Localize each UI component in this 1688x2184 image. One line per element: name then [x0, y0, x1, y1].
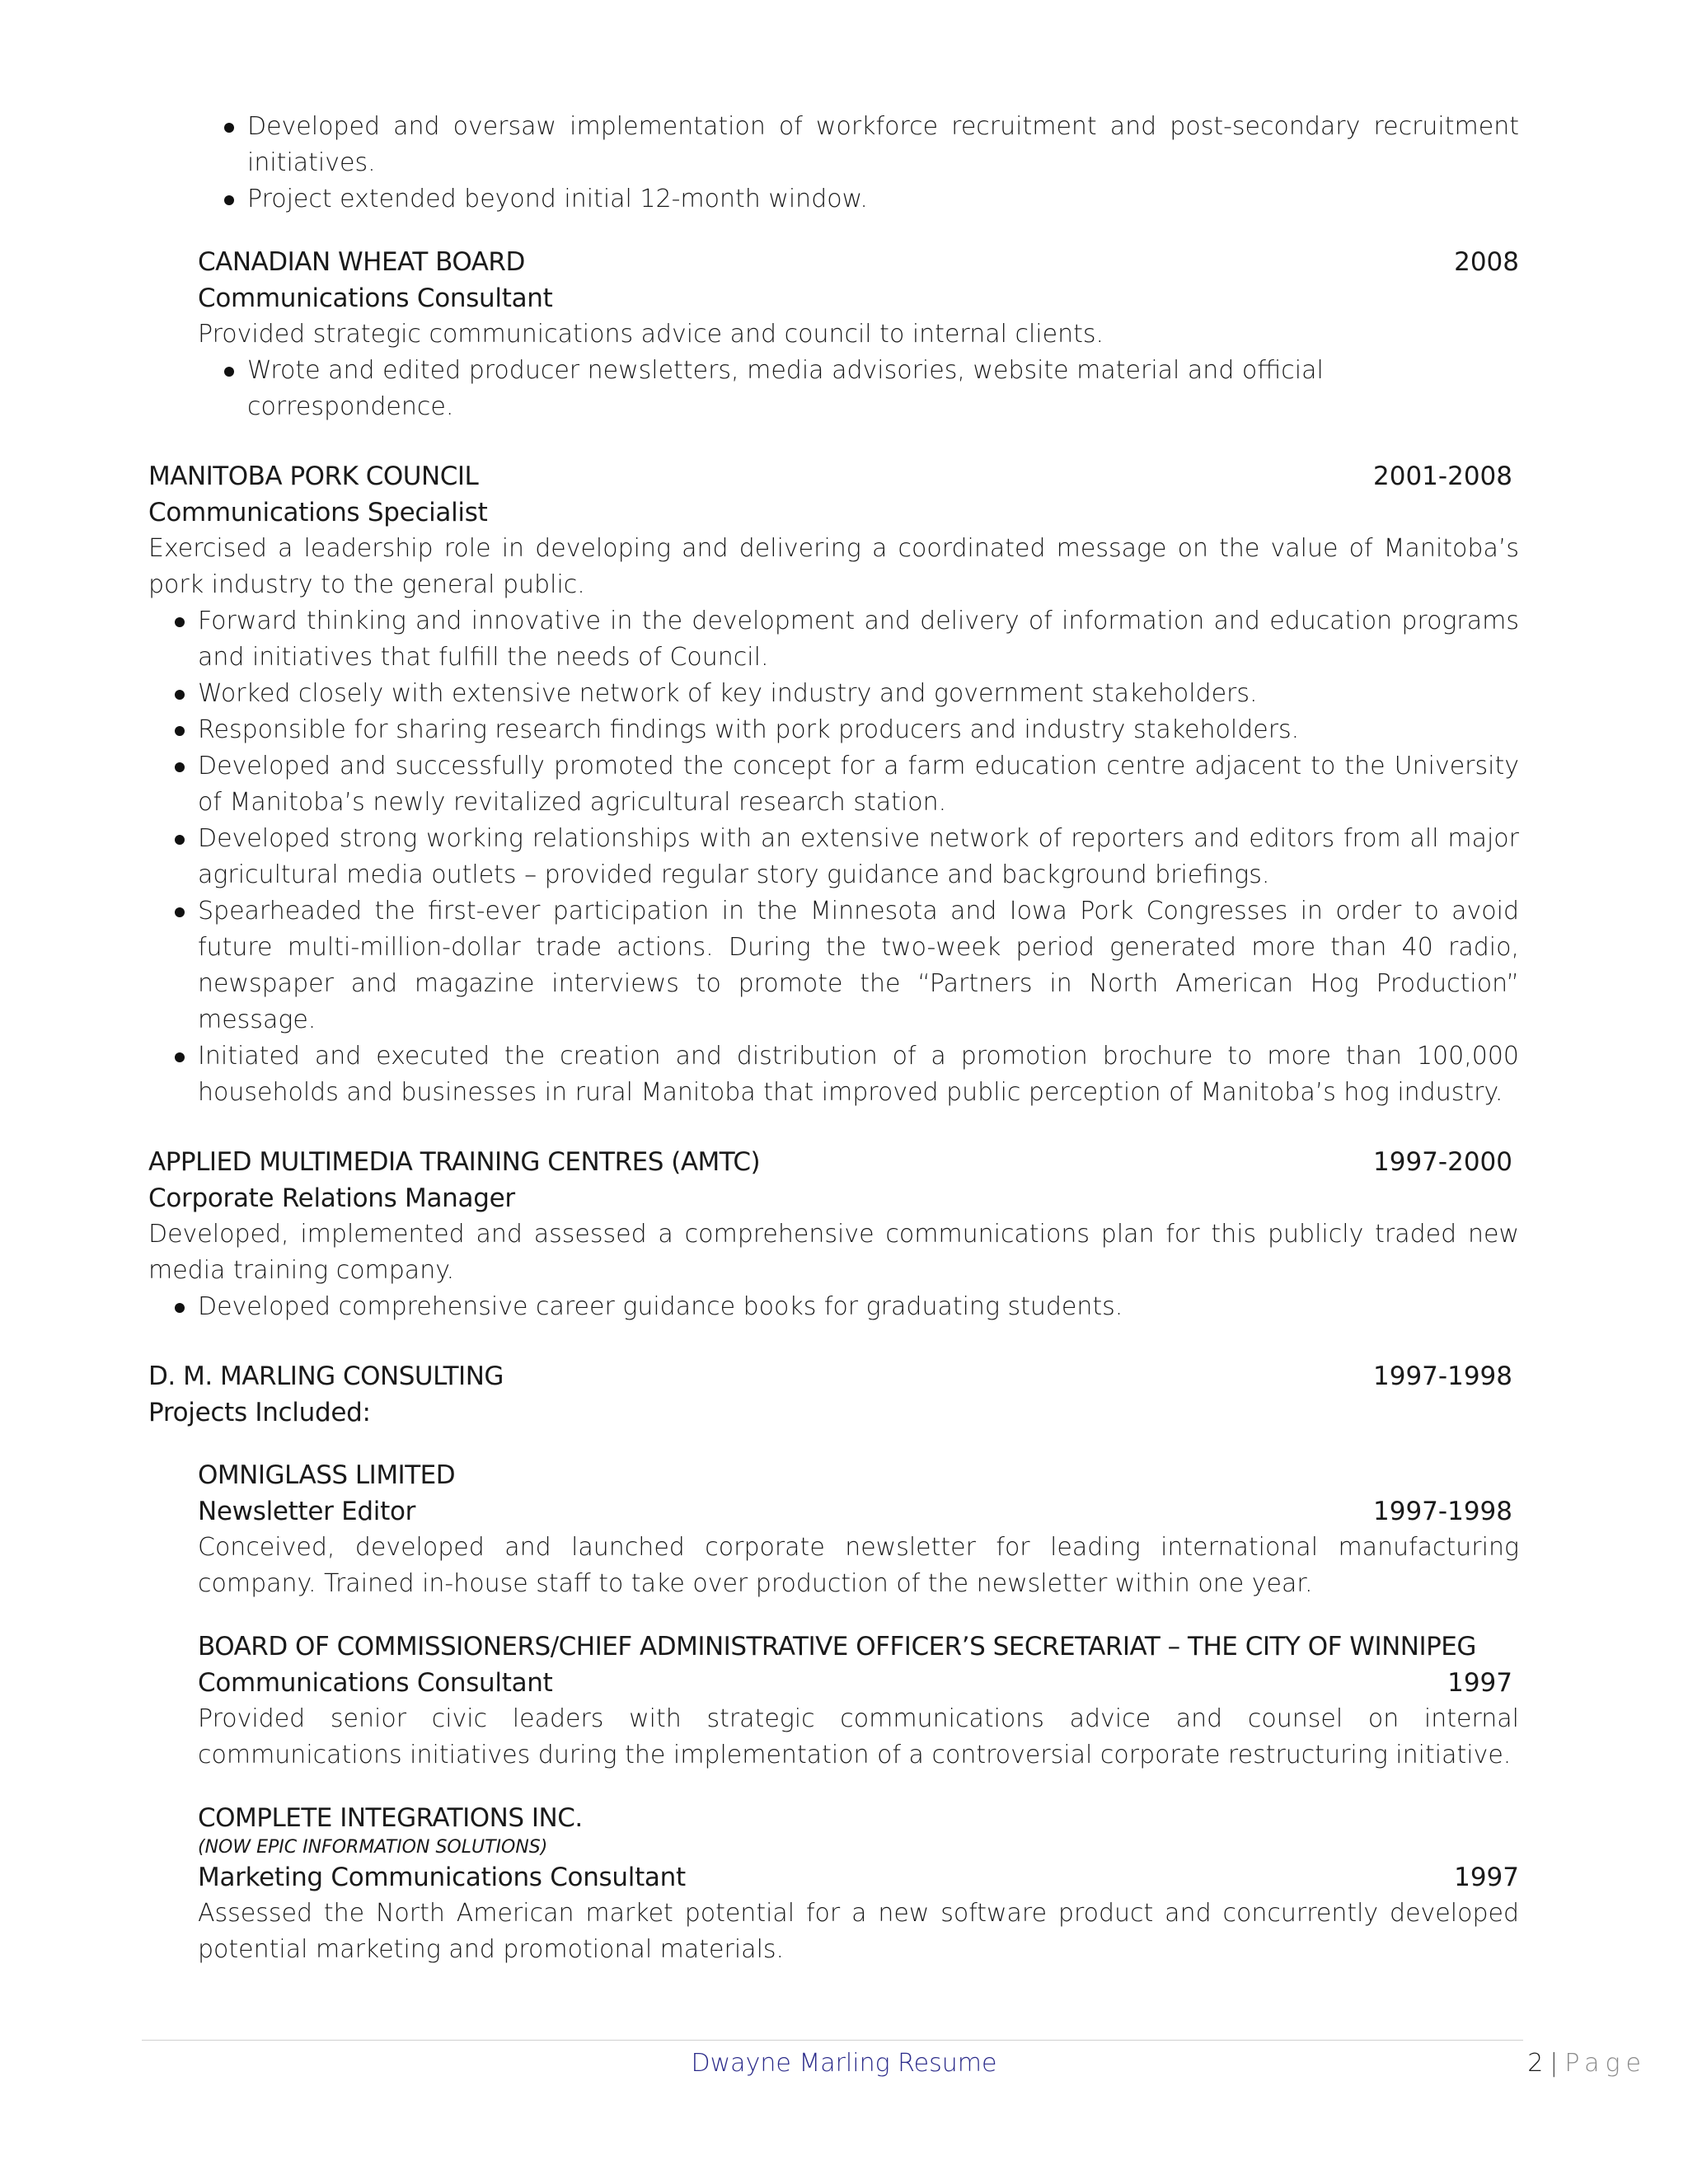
- project-description: Conceived, developed and launched corporate newsletter for leading international manufacturing company. Trained in-house staff to take over production of the newsletter within one year.: [198, 1533, 1519, 1598]
- project-description: Provided senior civic leaders with strategic communications advice and counsel on internal communications initiatives during the implementation of a controversial corporate restructuring initiative.: [198, 1704, 1519, 1769]
- job-manitoba-pork-council: [148, 458, 1519, 1111]
- project-organization: BOARD OF COMMISSIONERS/CHIEF ADMINISTRATIVE OFFICER’S SECRETARIAT – THE CITY OF WINNIPEG: [198, 1632, 1476, 1661]
- job-years: 1997-1998: [1373, 1361, 1512, 1391]
- project-omniglass: [198, 1457, 1519, 1602]
- list-item: Worked closely with extensive network of key industry and government stakeholders.: [198, 676, 1519, 712]
- list-item: Wrote and edited producer newsletters, media advisories, website material and official correspondence.: [247, 353, 1519, 425]
- job-bullet-list: [198, 1289, 1519, 1325]
- list-item: Developed strong working relationships with an extensive network of reporters and editors from all major agricultural media outlets – provided regular story guidance and background briefings.: [198, 821, 1519, 893]
- intro-bullet-list: [247, 109, 1519, 218]
- page-label: Page: [1564, 2049, 1647, 2078]
- project-years: 1997-1998: [1373, 1497, 1512, 1526]
- job-title: Projects Included:: [148, 1398, 371, 1427]
- list-item: Developed comprehensive career guidance books for graduating students.: [198, 1289, 1519, 1325]
- job-description: Exercised a leadership role in developing and delivering a coordinated message on the value of Manitoba’s pork industry to the general public.: [148, 534, 1519, 599]
- project-organization: COMPLETE INTEGRATIONS INC.: [198, 1803, 583, 1833]
- job-organization: MANITOBA PORK COUNCIL: [148, 462, 479, 491]
- footer-page-indicator: [1527, 2044, 1647, 2083]
- job-organization: CANADIAN WHEAT BOARD: [198, 247, 525, 277]
- job-title: Corporate Relations Manager: [148, 1183, 515, 1213]
- project-complete-integrations: [198, 1800, 1519, 1968]
- job-dm-marling-consulting: [148, 1358, 1519, 1431]
- job-canadian-wheat-board: [198, 244, 1519, 425]
- job-years: 2001-2008: [1373, 462, 1512, 491]
- project-note: (NOW EPIC INFORMATION SOLUTIONS): [198, 1837, 548, 1858]
- project-years: 1997: [1447, 1668, 1512, 1698]
- project-title: Marketing Communications Consultant: [198, 1863, 686, 1892]
- list-item: Spearheaded the first-ever participation in the Minnesota and Iowa Pork Congresses in order to avoid future multi-million-dollar trade actions. During the two-week period generated more than 40 radio, newspaper and magazine interviews to promote the “Partners in North American Hog Production” message.: [198, 893, 1519, 1038]
- list-item: Responsible for sharing research findings with pork producers and industry stakeholders.: [198, 712, 1519, 748]
- list-item: Forward thinking and innovative in the development and delivery of information and education programs and initiatives that fulfill the needs of Council.: [198, 603, 1519, 676]
- list-item: Developed and oversaw implementation of workforce recruitment and post-secondary recruitment initiatives.: [247, 109, 1519, 181]
- project-title: Communications Consultant: [198, 1668, 553, 1698]
- page-footer: [0, 2044, 1688, 2083]
- job-organization: APPLIED MULTIMEDIA TRAINING CENTRES (AMTC): [148, 1147, 761, 1177]
- job-bullet-list: [198, 603, 1519, 1111]
- job-years: 2008: [1454, 247, 1519, 277]
- list-item: Developed and successfully promoted the concept for a farm education centre adjacent to the University of Manitoba’s newly revitalized agricultural research station.: [198, 748, 1519, 821]
- project-title: Newsletter Editor: [198, 1497, 416, 1526]
- job-organization: D. M. MARLING CONSULTING: [148, 1361, 504, 1391]
- page-separator: |: [1550, 2049, 1559, 2078]
- resume-page: [148, 0, 1519, 1968]
- page-number: 2: [1527, 2049, 1544, 2078]
- footer-divider: [142, 2040, 1523, 2041]
- job-title: Communications Specialist: [148, 498, 488, 527]
- project-years: 1997: [1454, 1863, 1519, 1892]
- job-description: Provided strategic communications advice and council to internal clients.: [198, 320, 1104, 349]
- list-item: Initiated and executed the creation and distribution of a promotion brochure to more than 100,000 households and businesses in rural Manitoba that improved public perception of Manitoba’s hog industry.: [198, 1038, 1519, 1111]
- job-years: 1997-2000: [1373, 1147, 1512, 1177]
- footer-document-title: Dwayne Marling Resume: [691, 2049, 997, 2078]
- job-amtc: [148, 1144, 1519, 1325]
- job-title: Communications Consultant: [198, 284, 553, 313]
- project-description: Assessed the North American market potential for a new software product and concurrently developed potential marketing and promotional materials.: [198, 1899, 1519, 1964]
- job-bullet-list: [247, 353, 1519, 425]
- job-description: Developed, implemented and assessed a comprehensive communications plan for this publicly traded new media training company.: [148, 1220, 1519, 1285]
- project-organization: OMNIGLASS LIMITED: [198, 1460, 456, 1490]
- project-city-of-winnipeg: [198, 1629, 1519, 1774]
- list-item: Project extended beyond initial 12-month window.: [247, 181, 1519, 218]
